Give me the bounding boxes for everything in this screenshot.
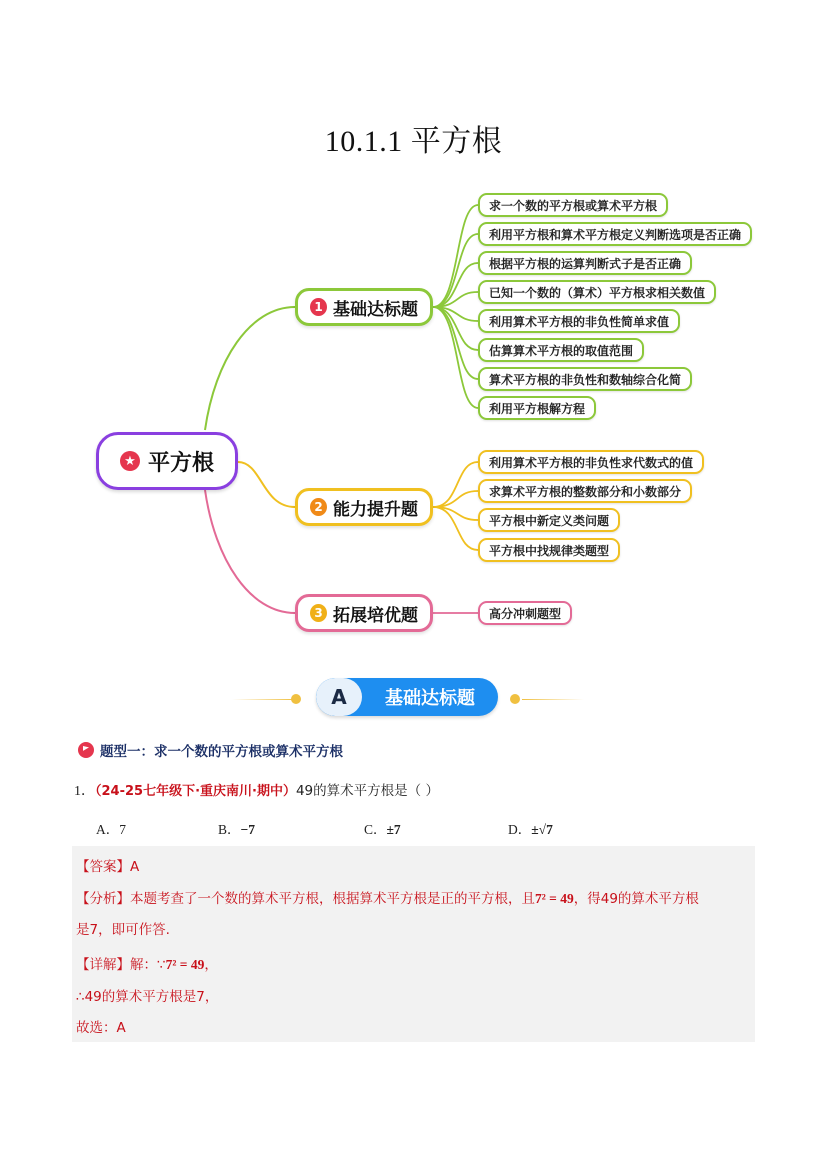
branch-extension <box>295 594 433 632</box>
question-type-heading <box>78 740 343 760</box>
option-value: ±√7 <box>531 822 553 837</box>
number-badge-icon: 2 <box>310 498 327 516</box>
option-value: 7 <box>119 822 126 837</box>
dot-icon <box>291 694 301 704</box>
option-letter: B． <box>218 822 241 837</box>
flag-icon <box>78 742 94 758</box>
divider <box>232 699 294 700</box>
option-a <box>96 818 126 838</box>
branch-label: 拓展培优题 <box>333 605 418 626</box>
number-badge-icon: 3 <box>310 604 327 622</box>
analysis-line-2: 是7，即可作答. <box>76 922 170 938</box>
branch-basic <box>295 288 433 326</box>
section-title: 基础达标题 <box>385 688 475 709</box>
detail-line <box>76 953 218 973</box>
leaf-topic: 利用平方根和算术平方根定义判断选项是否正确 <box>478 222 752 246</box>
number-badge-icon: 1 <box>310 298 327 316</box>
branch-ability <box>295 488 433 526</box>
leaf-topic: 高分冲刺题型 <box>478 601 572 625</box>
answer-label: 【答案】 <box>76 859 130 875</box>
answer-panel <box>72 846 755 1042</box>
option-value: −7 <box>240 822 255 837</box>
detail-formula: 7² = 49 <box>165 957 205 972</box>
leaf-topic: 求算术平方根的整数部分和小数部分 <box>478 479 692 503</box>
option-letter: C． <box>364 822 387 837</box>
leaf-topic: 根据平方根的运算判断式子是否正确 <box>478 251 692 275</box>
leaf-topic: 算术平方根的非负性和数轴综合化简 <box>478 367 692 391</box>
leaf-topic: 平方根中找规律类题型 <box>478 538 620 562</box>
option-value: ±7 <box>386 822 401 837</box>
branch-label: 基础达标题 <box>333 299 418 320</box>
page-title: 10.1.1 平方根 <box>324 125 503 158</box>
branch-label: 能力提升题 <box>333 499 418 520</box>
section-header <box>316 678 498 716</box>
analysis-formula: 7² = 49 <box>535 891 574 906</box>
root-label: 平方根 <box>147 450 214 476</box>
question-type-label: 题型一：求一个数的平方根或算术平方根 <box>100 744 343 760</box>
detail-line-2: ∴49的算术平方根是7， <box>76 989 219 1005</box>
analysis-text: 本题考查了一个数的算术平方根，根据算术平方根是正的平方根，且 <box>130 891 535 907</box>
detail-line-3: 故选：A <box>76 1020 126 1036</box>
option-letter: D． <box>508 822 532 837</box>
answer-value: A <box>130 859 140 875</box>
leaf-topic: 利用算术平方根的非负性简单求值 <box>478 309 680 333</box>
detail-text-2: ， <box>204 957 218 973</box>
analysis-label: 【分析】 <box>76 891 130 907</box>
divider <box>522 699 584 700</box>
analysis-text-2: ，得49的算术平方根 <box>573 891 699 907</box>
section-letter: A <box>316 678 362 716</box>
option-d <box>508 818 553 838</box>
leaf-topic: 已知一个数的（算术）平方根求相关数值 <box>478 280 716 304</box>
question-text: 49的算术平方根是（ ） <box>295 783 439 799</box>
question-number: 1． <box>74 784 95 799</box>
analysis-line <box>76 887 699 907</box>
leaf-topic: 利用算术平方根的非负性求代数式的值 <box>478 450 704 474</box>
option-c <box>364 818 401 838</box>
option-b <box>218 818 255 838</box>
mindmap-root <box>96 432 238 490</box>
detail-text: 解：∵ <box>130 957 166 973</box>
leaf-topic: 求一个数的平方根或算术平方根 <box>478 193 668 217</box>
option-letter: A． <box>96 822 120 837</box>
leaf-topic: 利用平方根解方程 <box>478 396 596 420</box>
question-source: （24-25七年级下·重庆南川·期中） <box>95 784 296 799</box>
leaf-topic: 估算算术平方根的取值范围 <box>478 338 644 362</box>
leaf-topic: 平方根中新定义类问题 <box>478 508 620 532</box>
dot-icon <box>510 694 520 704</box>
answer-line <box>76 855 139 875</box>
question-stem <box>74 779 439 800</box>
detail-label: 【详解】 <box>76 957 130 973</box>
star-icon: ★ <box>120 451 140 471</box>
